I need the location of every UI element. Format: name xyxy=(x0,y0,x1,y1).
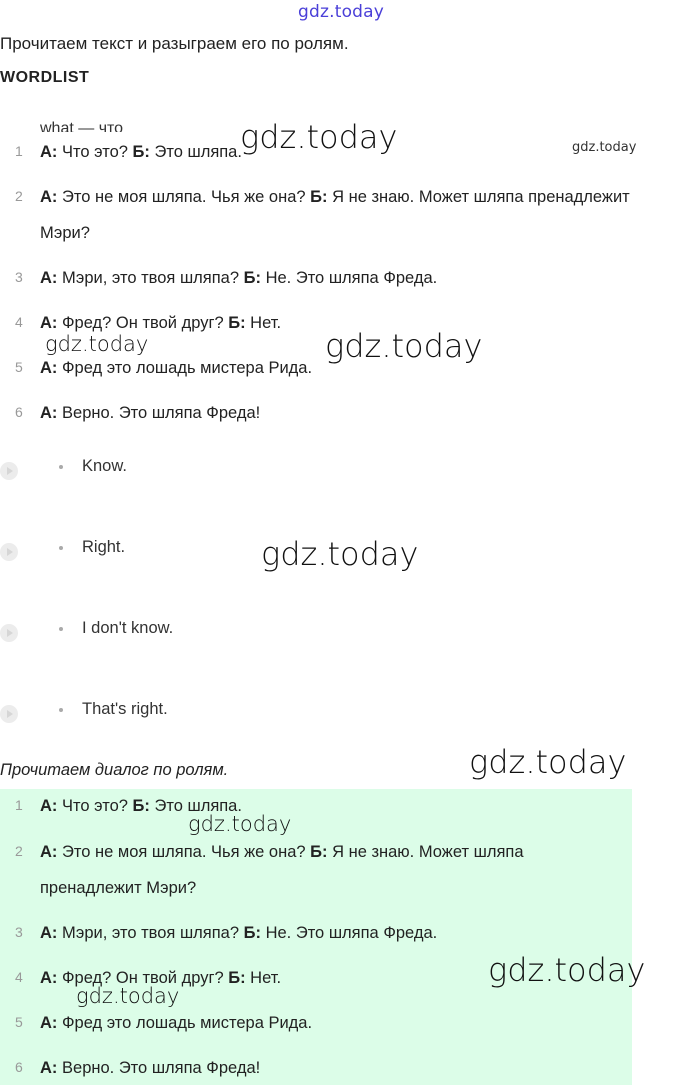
speaker-b: Б: xyxy=(243,924,261,942)
word-item: That's right. xyxy=(82,700,168,718)
line-text: Мэри, это твоя шляпа? xyxy=(57,924,244,942)
line-number: 1 xyxy=(15,797,23,813)
speaker-b: Б: xyxy=(132,143,150,161)
speaker-a: А: xyxy=(40,269,58,287)
intro-text: Прочитаем текст и разыграем его по ролям. xyxy=(0,34,349,53)
speaker-a: А: xyxy=(40,1059,58,1077)
watermark: gdz.today xyxy=(261,535,419,573)
watermark: gdz.today xyxy=(469,743,627,781)
line-text: Мэри, это твоя шляпа? xyxy=(57,269,244,287)
speaker-b: Б: xyxy=(310,843,328,861)
line-text: Нет. xyxy=(245,314,282,332)
line-text: Это не моя шляпа. Чья же она? xyxy=(57,188,311,206)
word-item: Right. xyxy=(82,538,126,556)
bullet-icon xyxy=(59,465,63,469)
speaker-a: А: xyxy=(40,404,58,422)
speaker-b: Б: xyxy=(228,314,246,332)
line-text: Что это? xyxy=(57,143,133,161)
line-text: Это шляпа. xyxy=(149,143,242,161)
line-number: 6 xyxy=(15,1059,23,1075)
speaker-a: А: xyxy=(40,797,58,815)
line-number: 5 xyxy=(15,1014,23,1030)
speaker-a: А: xyxy=(40,314,58,332)
line-text: Я не знаю. Может шляпа xyxy=(327,843,524,861)
line-text: Я не знаю. Может шляпа пренадлежит xyxy=(327,188,630,206)
line-number: 5 xyxy=(15,359,23,375)
speaker-b: Б: xyxy=(228,969,246,987)
watermark: gdz.today xyxy=(240,118,398,156)
play-audio-icon[interactable] xyxy=(0,462,18,480)
line-text: пренадлежит Мэри? xyxy=(40,879,197,897)
line-text: Нет. xyxy=(245,969,282,987)
line-text: Фред это лошадь мистера Рида. xyxy=(57,1014,313,1032)
line-number: 4 xyxy=(15,314,23,330)
dialog-heading: Прочитаем диалог по ролям. xyxy=(0,761,229,779)
play-audio-icon[interactable] xyxy=(0,705,18,723)
line-text: Это шляпа. xyxy=(149,797,242,815)
line-number: 3 xyxy=(15,269,23,285)
line-number: 2 xyxy=(15,188,23,204)
bullet-icon xyxy=(59,627,63,631)
watermark: gdz.today xyxy=(488,951,646,989)
line-number: 6 xyxy=(15,404,23,420)
watermark: gdz.today xyxy=(572,140,637,155)
bullet-icon xyxy=(59,546,63,550)
speaker-a: А: xyxy=(40,359,58,377)
line-text: Что это? xyxy=(57,797,133,815)
watermark: gdz.today xyxy=(298,2,385,22)
line-text: Фред? Он твой друг? xyxy=(57,314,229,332)
speaker-b: Б: xyxy=(310,188,328,206)
line-text: Не. Это шляпа Фреда. xyxy=(260,269,438,287)
speaker-a: А: xyxy=(40,969,58,987)
watermark: gdz.today xyxy=(325,327,483,365)
line-text: Верно. Это шляпа Фреда! xyxy=(57,404,261,422)
line-number: 2 xyxy=(15,843,23,859)
line-text: Верно. Это шляпа Фреда! xyxy=(57,1059,261,1077)
line-text: Фред это лошадь мистера Рида. xyxy=(57,359,313,377)
speaker-a: А: xyxy=(40,924,58,942)
wordlist-cutoff-text: what — что xyxy=(40,120,124,132)
speaker-a: А: xyxy=(40,188,58,206)
speaker-a: А: xyxy=(40,843,58,861)
line-number: 4 xyxy=(15,969,23,985)
speaker-b: Б: xyxy=(132,797,150,815)
speaker-a: А: xyxy=(40,143,58,161)
line-number: 1 xyxy=(15,143,23,159)
line-text: Не. Это шляпа Фреда. xyxy=(260,924,438,942)
line-text: Фред? Он твой друг? xyxy=(57,969,229,987)
word-item: I don't know. xyxy=(82,619,174,637)
bullet-icon xyxy=(59,708,63,712)
speaker-a: А: xyxy=(40,1014,58,1032)
play-audio-icon[interactable] xyxy=(0,543,18,561)
wordlist-heading: WORDLIST xyxy=(0,69,90,86)
play-audio-icon[interactable] xyxy=(0,624,18,642)
watermark: gdz.today xyxy=(45,332,149,356)
speaker-b: Б: xyxy=(243,269,261,287)
word-item: Know. xyxy=(82,457,127,475)
line-text: Мэри? xyxy=(40,224,90,242)
watermark: gdz.today xyxy=(76,984,180,1008)
line-text: Это не моя шляпа. Чья же она? xyxy=(57,843,311,861)
watermark: gdz.today xyxy=(188,812,292,836)
line-number: 3 xyxy=(15,924,23,940)
